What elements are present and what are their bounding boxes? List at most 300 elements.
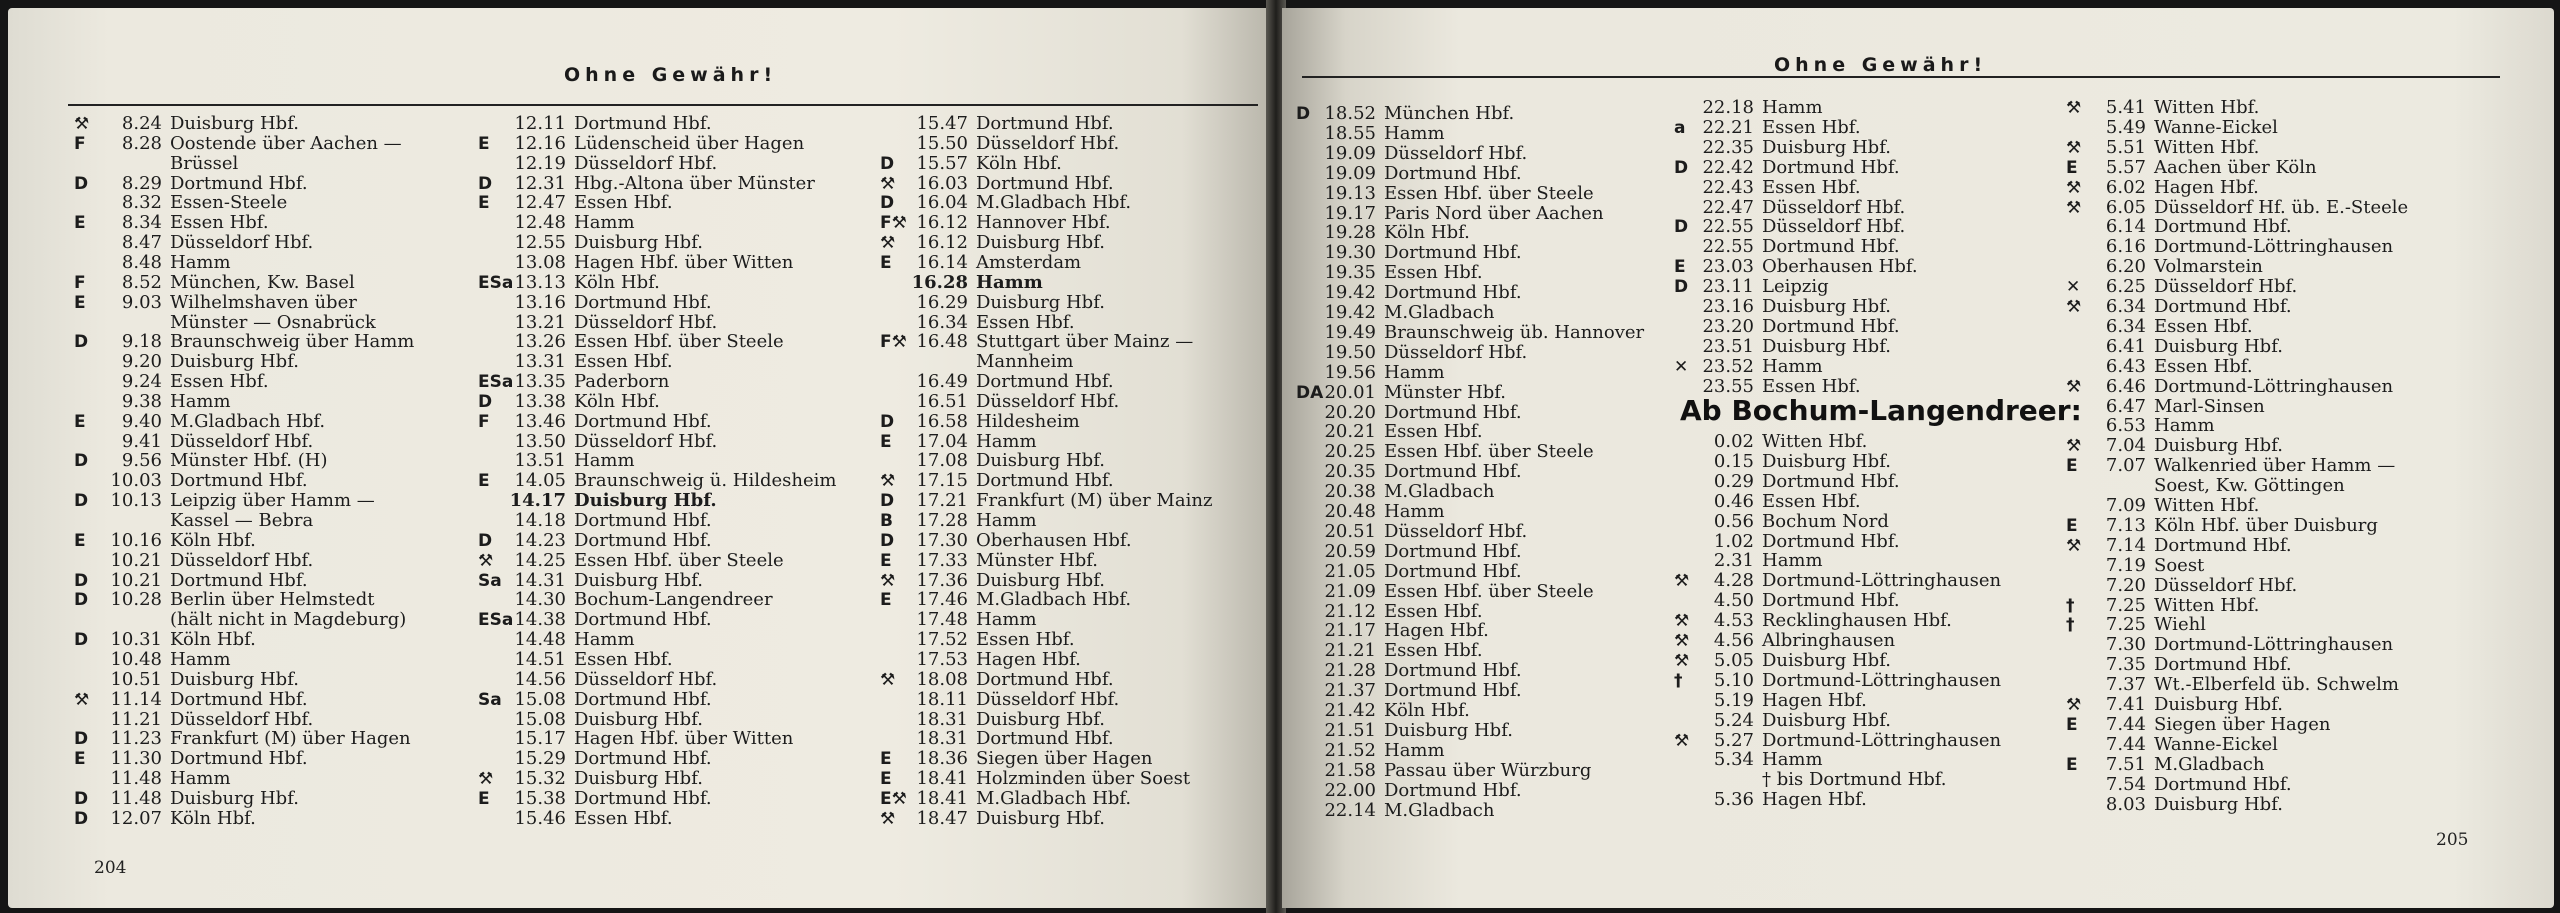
- destination: Dortmund Hbf.: [976, 113, 1114, 134]
- departure-time: 0.29: [1713, 470, 1754, 492]
- destination: Hagen Hbf.: [1762, 689, 1867, 711]
- departure-time: 19.49: [1324, 321, 1376, 343]
- departure-time: 7.14: [2105, 534, 2146, 556]
- train-type-marker: E⚒: [880, 788, 907, 809]
- departure-time: 18.31: [916, 708, 968, 730]
- destination: Leipzig über Hamm —: [170, 490, 375, 512]
- destination: Düsseldorf Hbf.: [574, 311, 718, 333]
- departure-time: 17.15: [916, 470, 968, 492]
- departure-time: 8.03: [2105, 793, 2146, 815]
- destination: Dortmund-Löttringhausen: [1762, 669, 2002, 691]
- train-type-marker: D: [74, 332, 89, 353]
- train-type-marker: D: [74, 630, 89, 651]
- destination: Hamm: [574, 212, 635, 234]
- departure-time: 18.31: [916, 728, 968, 750]
- train-type-marker: ⚒: [74, 689, 90, 710]
- train-type-marker: ⚒: [1674, 650, 1690, 671]
- destination: Hamm: [1762, 97, 1823, 118]
- departure-time: 12.31: [514, 172, 566, 194]
- train-type-marker: D: [1674, 277, 1689, 298]
- departure-time: 9.40: [121, 410, 162, 432]
- departure-time: 14.51: [514, 648, 566, 670]
- departure-time: 4.50: [1713, 590, 1754, 612]
- departure-time: 22.55: [1702, 216, 1754, 238]
- departure-time: 23.51: [1702, 335, 1754, 357]
- departure-time: 10.16: [110, 529, 162, 551]
- train-type-marker: ⚒: [478, 550, 494, 571]
- destination: Düsseldorf Hbf.: [1384, 341, 1528, 363]
- train-type-marker: E: [74, 292, 86, 313]
- departure-time: 22.18: [1702, 97, 1754, 118]
- departure-time: 15.32: [514, 768, 566, 790]
- destination: Siegen über Hagen: [2154, 713, 2331, 735]
- train-type-marker: D: [880, 530, 895, 551]
- departure-time: 10.48: [110, 648, 162, 670]
- train-type-marker: ⚒: [880, 233, 896, 254]
- departure-time: 17.48: [916, 609, 968, 631]
- departure-time: 22.55: [1702, 236, 1754, 258]
- train-type-marker: E: [1674, 257, 1686, 278]
- train-type-marker: D: [880, 193, 895, 214]
- destination: Düsseldorf Hbf.: [170, 232, 314, 254]
- destination: Hannover Hbf.: [976, 212, 1111, 234]
- train-type-marker: E: [2066, 515, 2078, 536]
- train-type-marker: ⚒: [880, 471, 896, 492]
- departure-time: 17.21: [916, 490, 968, 512]
- departure-time: 16.12: [916, 212, 968, 234]
- departure-time: 14.30: [514, 589, 566, 611]
- destination: Recklinghausen Hbf.: [1762, 610, 1952, 632]
- destination: Duisburg Hbf.: [574, 708, 703, 730]
- departure-time: 18.36: [916, 748, 968, 770]
- departure-time: 6.43: [2105, 355, 2146, 377]
- departure-time: 16.58: [916, 410, 968, 432]
- departure-time: 12.48: [514, 212, 566, 234]
- train-type-marker: D: [1674, 217, 1689, 238]
- departure-time: 22.14: [1324, 799, 1376, 821]
- departure-time: 5.10: [1713, 669, 1754, 691]
- destination: Dortmund Hbf.: [1384, 560, 1522, 582]
- departure-time: 12.16: [514, 132, 566, 154]
- destination: Düsseldorf Hbf.: [574, 152, 718, 174]
- destination: Duisburg Hbf.: [976, 807, 1105, 829]
- departure-time: 21.09: [1324, 580, 1376, 602]
- train-type-marker: ⚒: [880, 570, 896, 591]
- departure-time: 6.46: [2105, 375, 2146, 397]
- departure-time: 15.50: [916, 132, 968, 154]
- destination: Dortmund-Löttringhausen: [2154, 375, 2394, 397]
- destination: Düsseldorf Hbf.: [574, 430, 718, 452]
- destination: Wt.-Elberfeld üb. Schwelm: [2154, 674, 2399, 696]
- destination: M.Gladbach Hbf.: [976, 787, 1132, 809]
- departure-time: 9.41: [121, 430, 162, 452]
- destination: Köln Hbf. über Duisburg: [2154, 514, 2378, 536]
- departure-time: 14.18: [514, 510, 566, 531]
- departure-time: 17.04: [916, 430, 968, 452]
- departure-time: 22.35: [1702, 136, 1754, 158]
- departure-time: 8.48: [121, 251, 162, 273]
- destination: Hamm: [170, 648, 231, 670]
- train-type-marker: F⚒: [880, 332, 907, 353]
- destination: Dortmund Hbf.: [1384, 282, 1522, 304]
- destination: Duisburg Hbf.: [976, 708, 1105, 730]
- destination: Braunschweig über Hamm: [170, 331, 415, 353]
- destination: Frankfurt (M) über Mainz: [976, 490, 1213, 512]
- departure-time: 19.13: [1324, 182, 1376, 204]
- train-type-marker: D: [1674, 157, 1689, 178]
- departure-time: 13.13: [514, 271, 566, 293]
- destination: Hbg.-Altona über Münster: [574, 172, 815, 194]
- departure-time: 16.34: [916, 311, 968, 333]
- destination: Düsseldorf Hbf.: [170, 708, 314, 730]
- destination: Dortmund Hbf.: [574, 291, 712, 313]
- train-type-marker: E: [880, 749, 892, 770]
- destination: Düsseldorf Hbf.: [2154, 276, 2298, 298]
- destination: Siegen über Hagen: [976, 748, 1153, 770]
- departure-time: 7.35: [2105, 654, 2146, 676]
- departure-time: 22.47: [1702, 196, 1754, 218]
- train-type-marker: D: [74, 808, 89, 829]
- departure-time: 7.19: [2105, 554, 2146, 576]
- train-type-marker: D: [74, 173, 89, 194]
- departure-time: 2.31: [1713, 550, 1754, 572]
- destination: Dortmund Hbf.: [2154, 773, 2292, 795]
- destination: Duisburg Hbf.: [1762, 709, 1891, 731]
- departure-time: 22.43: [1702, 176, 1754, 198]
- departure-time: 17.46: [916, 589, 968, 611]
- destination: M.Gladbach: [1384, 302, 1495, 323]
- destination: Hamm: [170, 768, 231, 790]
- destination: Hamm: [976, 271, 1043, 293]
- departure-time: 17.08: [916, 450, 968, 472]
- destination: Wanne-Eickel: [2154, 733, 2278, 755]
- destination: Essen Hbf.: [1384, 600, 1483, 622]
- train-type-marker: ⚒: [2066, 297, 2082, 317]
- train-type-marker: D: [880, 153, 895, 174]
- departure-time: 13.31: [514, 351, 566, 373]
- destination: Hamm: [976, 430, 1037, 452]
- departure-time: 5.24: [1713, 709, 1754, 731]
- destination: Oberhausen Hbf.: [976, 529, 1132, 551]
- destination: Duisburg Hbf.: [574, 490, 717, 512]
- departure-time: 0.46: [1713, 490, 1754, 512]
- destination: Dortmund Hbf.: [2154, 216, 2292, 238]
- destination: Dortmund Hbf.: [574, 529, 712, 551]
- destination: Hildesheim: [976, 410, 1080, 432]
- departure-time: 12.07: [110, 807, 162, 829]
- destination: Leipzig: [1762, 276, 1829, 298]
- destination: Duisburg Hbf.: [1762, 335, 1891, 357]
- train-type-marker: E: [2066, 714, 2078, 735]
- destination: Essen Hbf.: [1762, 116, 1861, 138]
- departure-time: 13.51: [514, 450, 566, 472]
- destination: Bochum-Langendreer: [574, 589, 773, 611]
- departure-time: 9.20: [121, 351, 162, 373]
- destination: M.Gladbach Hbf.: [976, 589, 1132, 611]
- departure-time: 6.47: [2105, 395, 2146, 417]
- train-type-marker: E: [880, 431, 892, 452]
- departure-time: 7.54: [2105, 773, 2146, 795]
- destination: Dortmund Hbf.: [170, 470, 308, 492]
- train-type-marker: Sa: [478, 689, 502, 710]
- departure-time: 6.53: [2105, 415, 2146, 437]
- departure-time: 7.44: [2105, 713, 2146, 735]
- departure-time: 10.21: [110, 549, 162, 571]
- train-type-marker: ⚒: [74, 114, 90, 134]
- departure-time: 20.20: [1324, 401, 1376, 423]
- destination: Essen Hbf.: [1384, 262, 1483, 284]
- destination: Düsseldorf Hbf.: [574, 668, 718, 690]
- destination: Dortmund Hbf.: [2154, 534, 2292, 556]
- departure-time: 21.21: [1324, 640, 1376, 662]
- departure-time: 11.21: [110, 708, 162, 730]
- destination: Düsseldorf Hbf.: [1762, 196, 1906, 218]
- train-type-marker: E: [880, 550, 892, 571]
- departure-time: 6.16: [2105, 236, 2146, 258]
- departure-time: 19.30: [1324, 242, 1376, 264]
- destination: Dortmund Hbf.: [574, 748, 712, 770]
- section-heading: Ab Bochum-Langendreer:: [1680, 394, 2082, 427]
- departure-time: 8.29: [121, 172, 162, 194]
- destination: Braunschweig ü. Hildesheim: [574, 470, 837, 492]
- departure-time: 12.11: [514, 113, 566, 134]
- destination: Dortmund Hbf.: [574, 113, 712, 134]
- destination: Holzminden über Soest: [976, 768, 1191, 790]
- departure-time: 12.47: [514, 192, 566, 214]
- departure-time: 5.49: [2105, 116, 2146, 138]
- train-type-marker: E: [74, 749, 86, 770]
- departure-time: 14.23: [514, 529, 566, 551]
- train-type-marker: E: [478, 471, 490, 492]
- departure-time: 21.17: [1324, 620, 1376, 642]
- destination: Dortmund Hbf.: [2154, 296, 2292, 317]
- departure-time: 21.28: [1324, 660, 1376, 682]
- destination: München Hbf.: [1384, 103, 1515, 124]
- departure-time: 19.42: [1324, 282, 1376, 304]
- page-number-left: 204: [94, 858, 127, 878]
- departure-time: 21.42: [1324, 700, 1376, 721]
- departure-time: 5.57: [2105, 156, 2146, 178]
- departure-time: 5.51: [2105, 136, 2146, 158]
- train-type-marker: ⚒: [2066, 695, 2082, 715]
- train-type-marker: E: [74, 411, 86, 432]
- destination: Dortmund Hbf.: [1762, 530, 1900, 552]
- train-type-marker: F: [478, 411, 490, 432]
- departure-time: 11.14: [110, 688, 162, 710]
- departure-time: 7.07: [2105, 455, 2146, 477]
- train-type-marker: ⚒: [880, 808, 896, 829]
- train-type-marker: E: [74, 530, 86, 551]
- train-type-marker: †: [2066, 595, 2075, 616]
- destination: Duisburg Hbf.: [2154, 335, 2283, 357]
- departure-time: 6.34: [2105, 315, 2146, 337]
- train-type-marker: E: [880, 252, 892, 273]
- departure-time: 13.35: [514, 371, 566, 393]
- departure-time: 19.09: [1324, 142, 1376, 164]
- departure-time: 20.48: [1324, 501, 1376, 522]
- destination: Soest, Kw. Göttingen: [2154, 475, 2345, 497]
- departure-time: 16.49: [916, 371, 968, 393]
- train-type-marker: ⚒: [2066, 177, 2082, 198]
- destination: Dortmund Hbf.: [1384, 779, 1522, 801]
- departure-time: 17.52: [916, 629, 968, 651]
- departure-time: 14.31: [514, 569, 566, 591]
- destination: M.Gladbach Hbf.: [976, 192, 1132, 214]
- departure-time: 20.25: [1324, 441, 1376, 463]
- destination: M.Gladbach Hbf.: [170, 410, 326, 432]
- departure-time: 6.20: [2105, 256, 2146, 278]
- train-type-marker: DA: [1296, 382, 1324, 403]
- departure-time: 4.28: [1713, 570, 1754, 592]
- destination: Düsseldorf Hbf.: [976, 688, 1120, 710]
- destination: Witten Hbf.: [1762, 431, 1868, 452]
- destination: Düsseldorf Hbf.: [1384, 520, 1528, 542]
- departure-time: 18.47: [916, 807, 968, 829]
- train-type-marker: ⚒: [2066, 197, 2082, 218]
- train-type-marker: E: [478, 788, 490, 809]
- departure-time: 23.52: [1702, 355, 1754, 377]
- destination: Passau über Würzburg: [1384, 759, 1592, 781]
- departure-time: 21.52: [1324, 739, 1376, 761]
- destination: Hagen Hbf. über Witten: [574, 728, 794, 750]
- destination: Essen Hbf. über Steele: [1384, 580, 1594, 602]
- destination: Essen Hbf. über Steele: [574, 331, 784, 353]
- disclaimer-header-left: Ohne Gewähr!: [564, 64, 778, 86]
- destination: Hagen Hbf.: [1384, 620, 1489, 642]
- destination: Duisburg Hbf.: [976, 232, 1105, 254]
- destination: Wiehl: [2154, 614, 2206, 636]
- train-type-marker: Sa: [478, 570, 502, 591]
- destination: Dortmund Hbf.: [976, 371, 1114, 393]
- train-type-marker: ⚒: [1674, 730, 1690, 751]
- departure-time: 13.46: [514, 410, 566, 432]
- departure-time: 23.16: [1702, 296, 1754, 317]
- departure-time: 13.38: [514, 390, 566, 412]
- destination: Düsseldorf Hbf.: [1384, 142, 1528, 164]
- page-number-right: 205: [2436, 830, 2469, 850]
- departure-time: 8.32: [121, 192, 162, 214]
- departure-time: 23.55: [1702, 375, 1754, 397]
- departure-time: 10.03: [110, 470, 162, 492]
- departure-time: 0.15: [1713, 450, 1754, 472]
- departure-time: 14.05: [514, 470, 566, 492]
- destination: Köln Hbf.: [170, 807, 256, 829]
- destination: Essen Hbf.: [170, 371, 269, 393]
- destination: Dortmund Hbf.: [976, 728, 1114, 750]
- departure-time: 19.56: [1324, 361, 1376, 383]
- departure-time: 9.03: [121, 291, 162, 313]
- destination: M.Gladbach: [1384, 799, 1495, 821]
- destination: Dortmund-Löttringhausen: [1762, 570, 2002, 592]
- destination: Dortmund Hbf.: [1384, 401, 1522, 423]
- destination: Münster Hbf. (H): [170, 450, 328, 472]
- destination: Duisburg Hbf.: [2154, 435, 2283, 457]
- destination: Dortmund Hbf.: [1384, 540, 1522, 562]
- departure-time: 7.25: [2105, 614, 2146, 636]
- departure-time: 6.34: [2105, 296, 2146, 317]
- destination: Duisburg Hbf.: [170, 113, 299, 134]
- departure-time: 18.08: [916, 668, 968, 690]
- train-type-marker: E: [478, 193, 490, 214]
- departure-time: 15.08: [514, 688, 566, 710]
- destination: Dortmund Hbf.: [1384, 242, 1522, 264]
- destination: Hamm: [1384, 739, 1445, 761]
- destination: Essen Hbf.: [170, 212, 269, 234]
- train-type-marker: ⚒: [2066, 436, 2082, 457]
- departure-time: 6.41: [2105, 335, 2146, 357]
- train-type-marker: ✕: [1674, 356, 1689, 377]
- right-page: [1282, 8, 2554, 908]
- destination: Walkenried über Hamm —: [2154, 455, 2396, 477]
- train-type-marker: ESa: [478, 610, 514, 631]
- departure-time: 19.09: [1324, 162, 1376, 184]
- departure-time: 7.44: [2105, 733, 2146, 755]
- departure-time: 21.51: [1324, 719, 1376, 741]
- departure-time: 16.04: [916, 192, 968, 214]
- departure-time: 14.48: [514, 629, 566, 651]
- train-type-marker: ESa: [478, 272, 514, 293]
- departure-time: 15.29: [514, 748, 566, 770]
- destination: Hamm: [170, 251, 231, 273]
- destination: Dortmund Hbf.: [1762, 156, 1900, 178]
- destination: Hagen Hbf.: [976, 648, 1081, 670]
- train-type-marker: D: [880, 491, 895, 512]
- destination: Berlin über Helmstedt: [170, 589, 375, 611]
- train-type-marker: E: [478, 133, 490, 154]
- destination: Marl-Sinsen: [2154, 395, 2265, 417]
- destination: Dortmund Hbf.: [574, 688, 712, 710]
- departure-time: 19.42: [1324, 302, 1376, 323]
- destination: Bochum Nord: [1762, 510, 1889, 532]
- departure-time: 23.11: [1702, 276, 1754, 298]
- destination: Dortmund Hbf.: [1384, 660, 1522, 682]
- departure-time: 9.38: [121, 390, 162, 412]
- train-type-marker: D: [74, 590, 89, 611]
- destination: Dortmund Hbf.: [170, 748, 308, 770]
- departure-time: 8.24: [121, 113, 162, 134]
- departure-time: 9.24: [121, 371, 162, 393]
- departure-time: 7.37: [2105, 674, 2146, 696]
- destination: Dortmund Hbf.: [1384, 461, 1522, 483]
- departure-time: 13.50: [514, 430, 566, 452]
- destination: Münster Hbf.: [976, 549, 1099, 571]
- train-type-marker: ⚒: [880, 173, 896, 194]
- destination: Essen Hbf.: [574, 351, 673, 373]
- disclaimer-header-right: Ohne Gewähr!: [1774, 54, 1988, 76]
- departure-time: 15.57: [916, 152, 968, 174]
- departure-time: 13.26: [514, 331, 566, 353]
- destination: Hamm: [976, 510, 1037, 531]
- departure-time: 14.56: [514, 668, 566, 690]
- departure-time: 1.02: [1713, 530, 1754, 552]
- departure-time: 21.12: [1324, 600, 1376, 622]
- train-type-marker: E: [2066, 157, 2078, 178]
- destination: Duisburg Hbf.: [170, 668, 299, 690]
- destination: Duisburg Hbf.: [574, 232, 703, 254]
- destination: Essen Hbf. über Steele: [1384, 182, 1594, 204]
- departure-time: 16.48: [916, 331, 968, 353]
- destination: Essen Hbf.: [1762, 375, 1861, 397]
- departure-time: 17.33: [916, 549, 968, 571]
- destination: Aachen über Köln: [2154, 156, 2317, 178]
- train-type-marker: ⚒: [2066, 535, 2082, 556]
- departure-time: 21.37: [1324, 680, 1376, 702]
- destination: Witten Hbf.: [2154, 495, 2260, 516]
- train-type-marker: E: [2066, 754, 2078, 775]
- destination: Essen Hbf.: [976, 629, 1075, 651]
- train-type-marker: ESa: [478, 372, 514, 393]
- destination: Hamm: [1762, 749, 1823, 771]
